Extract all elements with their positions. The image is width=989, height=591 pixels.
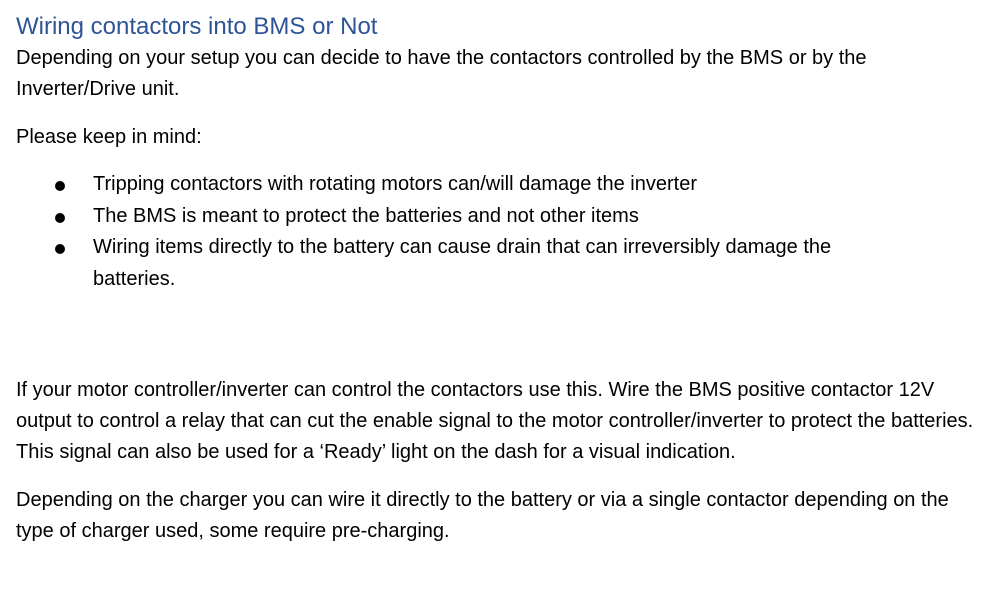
bullet-icon [55, 181, 65, 191]
bullet-text: Wiring items directly to the battery can cause drain that can irreversibly damage the batteries. [93, 236, 832, 290]
keep-in-mind-paragraph: Please keep in mind: [16, 126, 202, 148]
section-heading: Wiring contactors into BMS or Not [16, 13, 378, 40]
document-page [16, 0, 981, 547]
bullet-icon [55, 244, 65, 254]
charger-paragraph: Depending on the charger you can wire it directly to the battery or via a single contactor depending on the type of charger used, some require pre-charging. [16, 489, 949, 542]
bullet-list [16, 169, 981, 295]
motor-controller-paragraph: If your motor controller/inverter can control the contactors use this. Wire the BMS positive contactor 12V output to control a relay that can cut the enable signal to the motor controller/inverter to protect the batteries. This signal can also be used for a ‘Ready’ light on the dash for a visual indication. [16, 379, 974, 463]
bullet-text: The BMS is meant to protect the batteries and not other items [93, 204, 639, 227]
intro-paragraph: Depending on your setup you can decide to have the contactors controlled by the BMS or by the Inverter/Drive unit. [16, 47, 867, 100]
bullet-item [16, 201, 913, 233]
bullet-item [16, 232, 913, 295]
bullet-text: Tripping contactors with rotating motors can/will damage the inverter [93, 173, 697, 195]
bullet-icon [55, 213, 65, 223]
bullet-item [16, 169, 913, 201]
